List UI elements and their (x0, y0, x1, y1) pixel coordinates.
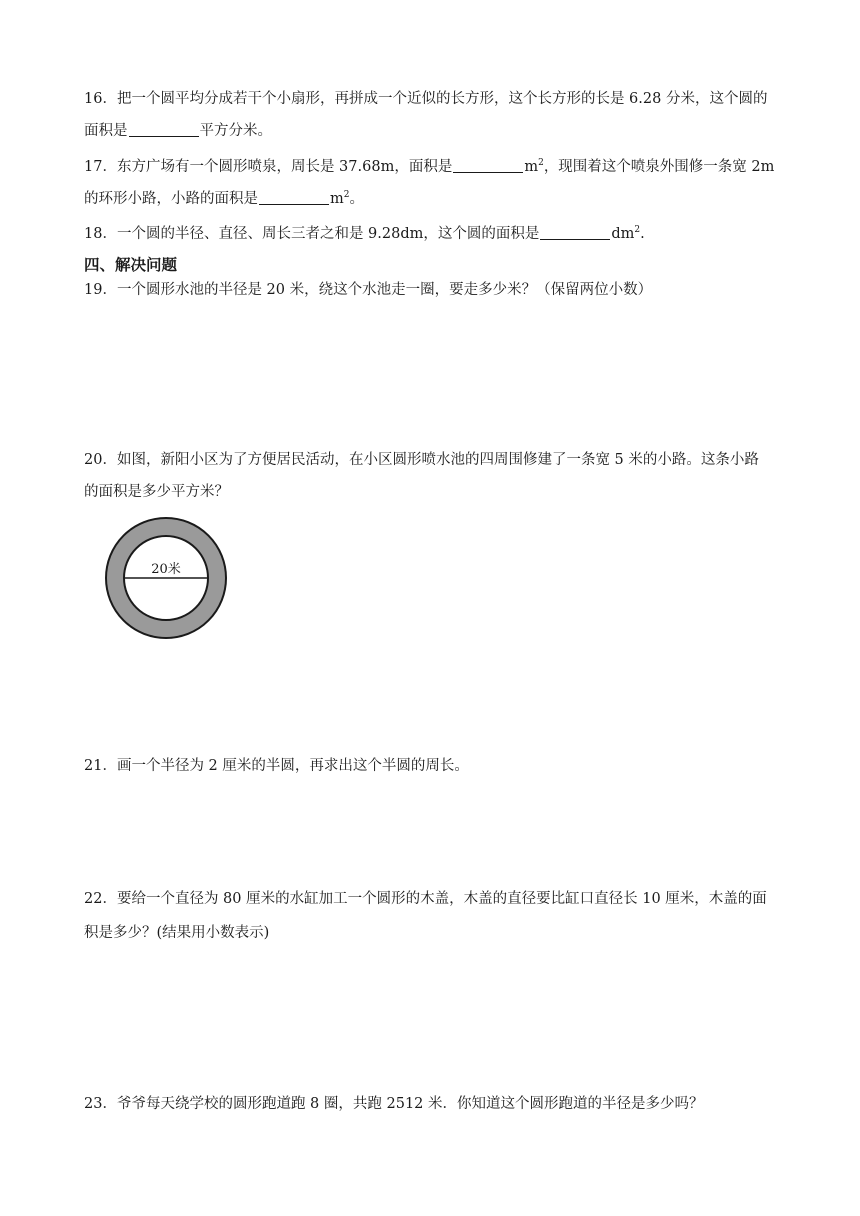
question-21-line-1: 21．画一个半径为 2 厘米的半圆，再求出这个半圆的周长。 (84, 758, 469, 774)
question-17-text-a: 17．东方广场有一个圆形喷泉，周长是 37.68m，面积是 (84, 159, 453, 175)
diameter-label: 20米 (151, 562, 181, 577)
question-18-text-a: 18．一个圆的半径、直径、周长三者之和是 9.28dm，这个圆的面积是 (84, 226, 540, 242)
question-22-line-2: 积是多少？(结果用小数表示) (84, 925, 270, 941)
question-18-unit: dm (611, 226, 635, 242)
question-23-line-1: 23．爷爷每天绕学校的圆形跑道跑 8 圈，共跑 2512 米．你知道这个圆形跑道的半径是多少吗？ (84, 1096, 704, 1112)
answer-blank-18[interactable] (540, 224, 610, 240)
answer-blank-17a[interactable] (453, 157, 523, 173)
answer-blank-17b[interactable] (259, 189, 329, 205)
question-16-text-b: 平方分米。 (199, 123, 272, 139)
question-22-line-1: 22．要给一个直径为 80 厘米的水缸加工一个圆形的木盖，木盖的直径要比缸口直径长 10 厘米，木盖的面 (84, 891, 767, 907)
question-17-line-1 (84, 157, 774, 177)
question-17-text-c: 的环形小路，小路的面积是 (84, 191, 258, 207)
question-18-line-1 (84, 224, 645, 244)
question-20-line-2: 的面积是多少平方米？ (84, 484, 229, 500)
ring-path-svg (104, 516, 234, 640)
question-17-unit-1: m (524, 159, 539, 175)
answer-blank-16[interactable] (129, 121, 199, 137)
question-17-sup-1: 2 (538, 158, 544, 168)
question-16-line-1: 16．把一个圆平均分成若干个小扇形，再拼成一个近似的长方形，这个长方形的长是 6.28 分米，这个圆的 (84, 91, 768, 107)
question-17-text-b: ，现围着这个喷泉外围修一条宽 2m (543, 159, 775, 175)
question-18-text-b: . (640, 226, 645, 242)
question-16-line-2 (84, 121, 272, 141)
question-19-line-1: 19．一个圆形水池的半径是 20 米，绕这个水池走一圈，要走多少米？（保留两位小数） (84, 282, 653, 298)
ring-path-figure (104, 516, 234, 644)
section-heading: 四、解决问题 (84, 256, 178, 274)
question-16-text-a: 面积是 (84, 123, 128, 139)
question-17-sup-2: 2 (343, 190, 350, 200)
question-17-line-2 (84, 189, 364, 209)
question-18-sup: 2 (634, 225, 641, 235)
question-17-unit-2: m (330, 191, 344, 207)
question-17-text-d: 。 (349, 191, 364, 207)
question-20-line-1: 20．如图，新阳小区为了方便居民活动，在小区圆形喷水池的四周围修建了一条宽 5 米的小路。这条小路 (84, 452, 759, 468)
